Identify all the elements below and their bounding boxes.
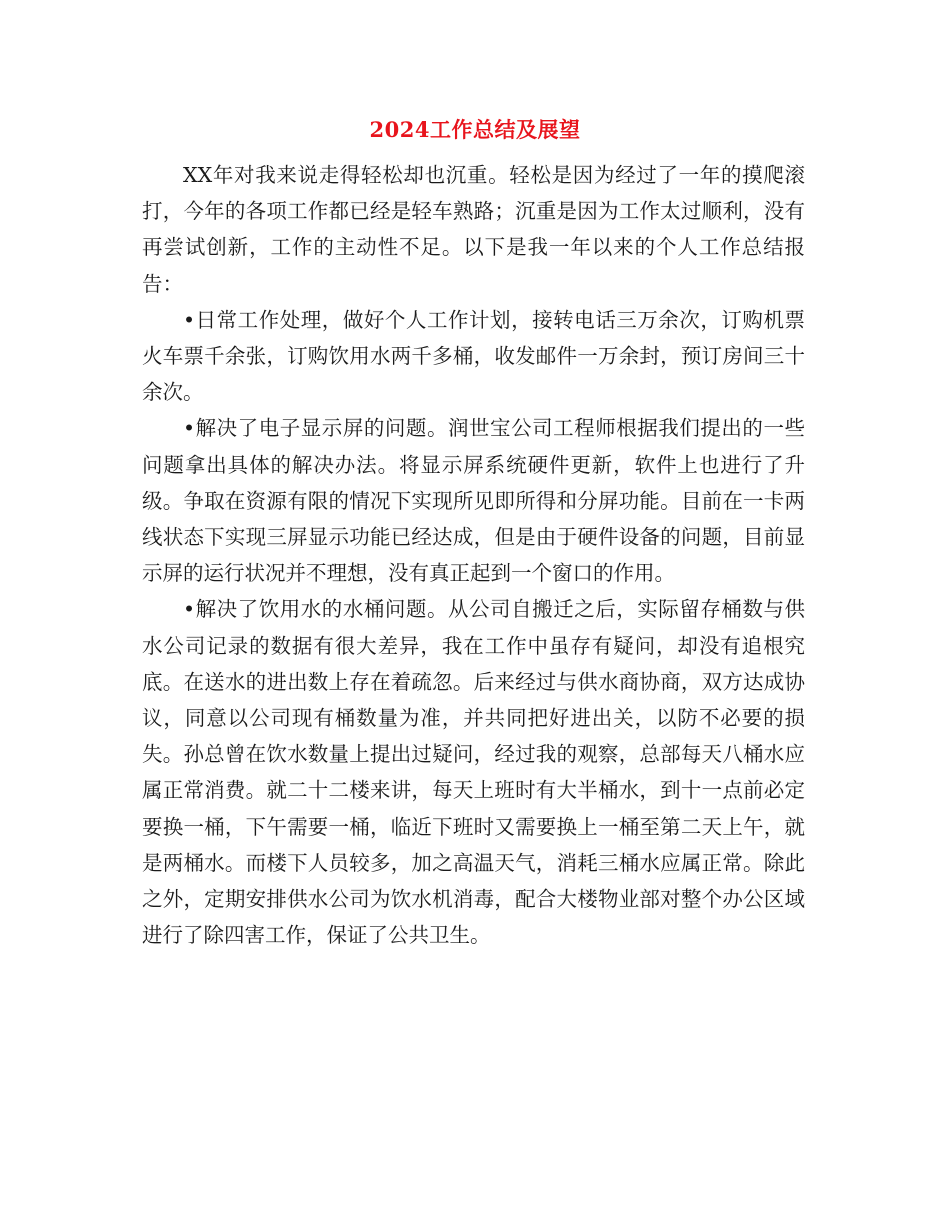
paragraph-daily-work: •日常工作处理，做好个人工作计划，接转电话三万余次，订购机票火车票千余张，订购饮用水两千多桶，收发邮件一万余封，预订房间三十余次。 xyxy=(142,307,805,405)
document-title: 2024工作总结及展望 xyxy=(369,117,581,142)
document-body xyxy=(142,157,805,953)
paragraph-water-bucket: •解决了饮用水的水桶问题。从公司自搬迁之后，实际留存桶数与供水公司记录的数据有很大差异，我在工作中虽存有疑问，却没有追根究底。在送水的进出数上存在着疏忽。后来经过与供水商协商，双方达成协议，同意以公司现有桶数量为准，并共同把好进出关，以防不必要的损失。孙总曾在饮水数量上提出过疑问，经过我的观察，总部每天八桶水应属正常消费。就二十二楼来讲，每天上班时有大半桶水，到十一点前必定要换一桶，下午需要一桶，临近下班时又需要换上一桶至第二天上午，就是两桶水。而楼下人员较多，加之高温天气，消耗三桶水应属正常。除此之外，定期安排供水公司为饮水机消毒，配合大楼物业部对整个办公区域进行了除四害工作，保证了公共卫生。 xyxy=(142,597,805,948)
paragraph-intro: XX年对我来说走得轻松却也沉重。轻松是因为经过了一年的摸爬滚打，今年的各项工作都已经是轻车熟路；沉重是因为工作太过顺利，没有再尝试创新，工作的主动性不足。以下是我一年以来的个人工作总结报告： xyxy=(142,163,805,296)
paragraph-display-screen: •解决了电子显示屏的问题。润世宝公司工程师根据我们提出的一些问题拿出具体的解决办法。将显示屏系统硬件更新，软件上也进行了升级。争取在资源有限的情况下实现所见即所得和分屏功能。目前在一卡两线状态下实现三屏显示功能已经达成，但是由于硬件设备的问题，目前显示屏的运行状况并不理想，没有真正起到一个窗口的作用。 xyxy=(142,416,805,586)
